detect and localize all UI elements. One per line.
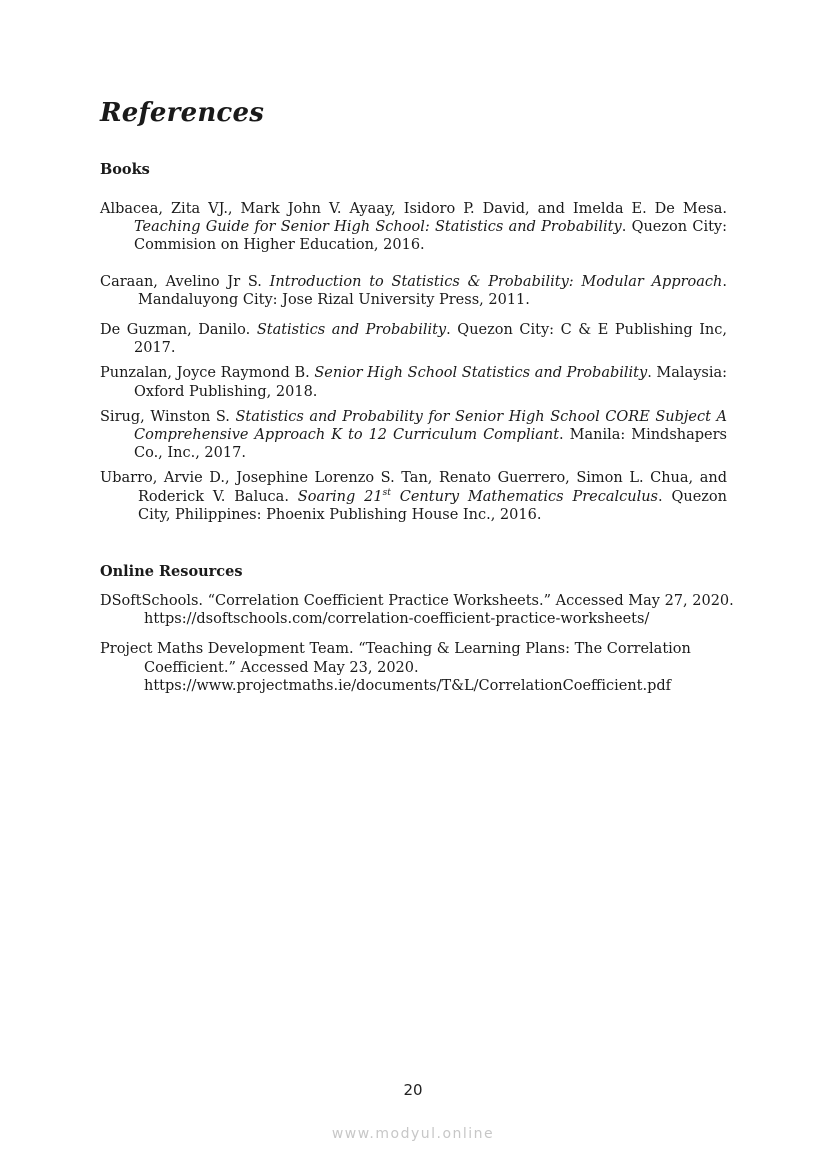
reference-title-part: Century Mathematics Precalculus [390,488,658,505]
reference-publication: . Manila: Mindshapers Co., Inc., 2017. [134,427,727,462]
reference-albacea [100,200,727,255]
reference-author: De Guzman, Danilo. [100,322,257,339]
reference-project-maths [100,640,740,695]
reference-author: Caraan, Avelino Jr S. [100,273,270,290]
reference-title: Senior High School Statistics and Probability [314,365,648,382]
reference-publication: . Quezon City: C & E Publishing Inc, 2017. [134,322,727,357]
reference-publication: . Quezon City: Commision on Higher Education, 2016. [134,219,728,254]
reference-title-superscript: st [382,487,391,498]
reference-publication: . Malaysia: Oxford Publishing, 2018. [134,365,727,400]
online-reference-list [100,592,740,695]
reference-publication: . Mandaluyong City: Jose Rizal University Press, 2011. [138,273,727,308]
reference-de-guzman [100,321,727,357]
reference-sirug [100,408,727,463]
reference-title-part: Soaring 21 [297,488,383,505]
reference-title [298,489,658,505]
reference-punzalan [100,364,727,400]
reference-author: Punzalan, Joyce Raymond B. [100,365,315,382]
reference-text: DSoftSchools. “Correlation Coefficient Practice Worksheets.” Accessed May 27, 2020. https://dsoftschools.com/correlation-coefficient-practice-worksheets/ [100,593,734,628]
books-reference-list [100,200,727,524]
reference-author: Albacea, Zita VJ., Mark John V. Ayaay, Isidoro P. David, and Imelda E. De Mesa. [100,201,727,217]
books-heading: Books [100,161,150,178]
reference-title: Teaching Guide for Senior High School: Statistics and Probability [134,219,622,236]
online-resources-heading: Online Resources [100,563,243,580]
reference-title: Statistics and Probability [256,322,447,339]
reference-title: Introduction to Statistics & Probability: Modular Approach [269,273,723,290]
reference-publication: . Quezon City, Philippines: Phoenix Publishing House Inc., 2016. [138,488,727,523]
reference-caraan [100,273,727,309]
reference-title: Statistics and Probability for Senior High School CORE Subject A Comprehensive Approach K to 12 Curriculum Compliant [134,408,728,444]
watermark: www.modyul.online [331,1126,495,1142]
reference-author: Ubarro, Arvie D., Josephine Lorenzo S. Tan, Renato Guerrero, Simon L. Chua, and Roderick V. Baluca. [100,470,727,505]
reference-dsoftschools [100,592,740,628]
page-number: 20 [403,1081,423,1099]
reference-text: Project Maths Development Team. “Teaching & Learning Plans: The Correlation Coefficient.” Accessed May 23, 2020. [100,641,691,676]
reference-ubarro [100,469,727,524]
reference-url: https://www.projectmaths.ie/documents/T&L/CorrelationCoefficient.pdf [144,677,672,694]
page-title: References [100,98,265,128]
reference-author: Sirug, Winston S. [100,408,236,425]
